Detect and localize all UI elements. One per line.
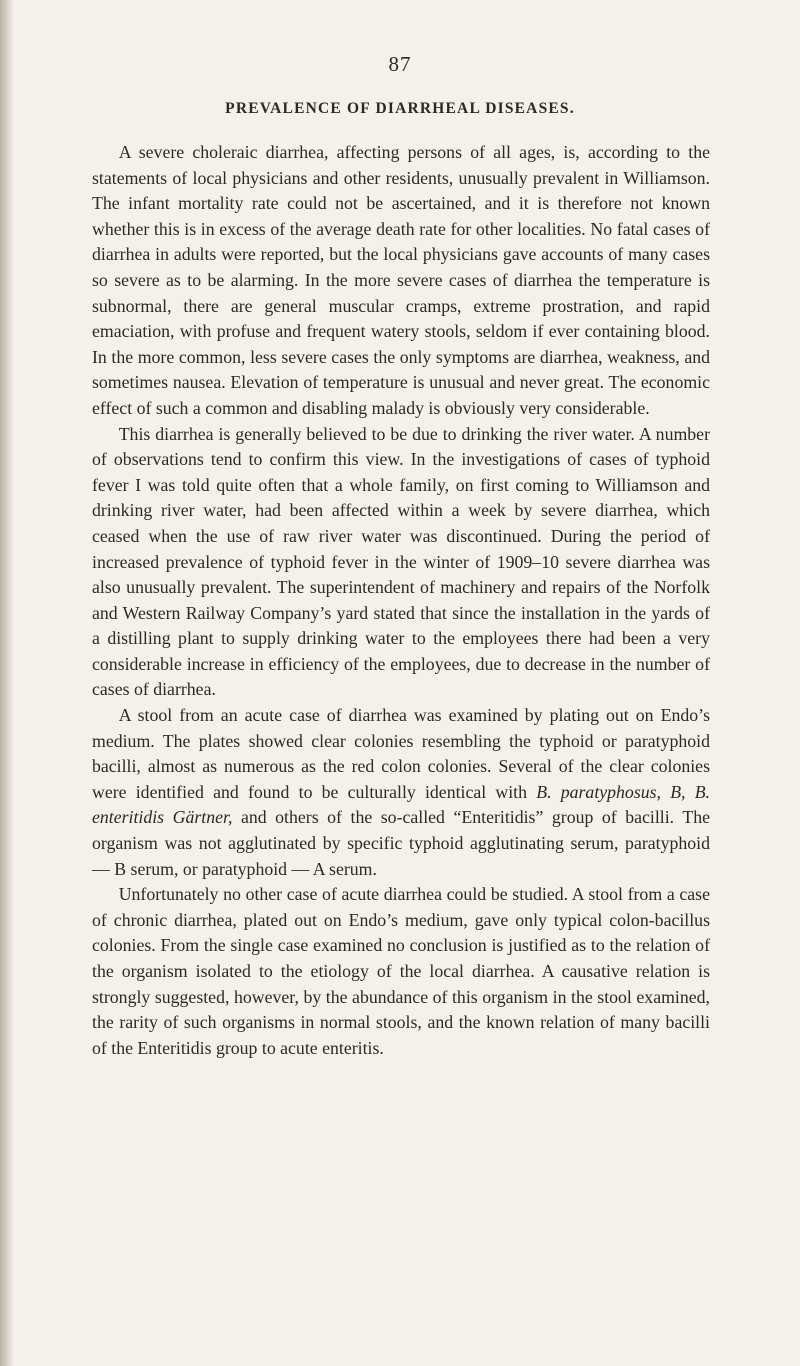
body-text xyxy=(92,140,710,1061)
paragraph-river-water: This diarrhea is generally believed to be due to drinking the river water. A number of observations tend to confirm this view. In the investigations of cases of typhoid fever I was told quite often that a whole family, on first coming to Williamson and drinking river water, had been affected within a week by severe diarrhea, which ceased when the use of raw river water was discontinued. During the period of increased prevalence of typhoid fever in the winter of 1909–10 severe diarrhea was also unusually prevalent. The superintendent of machinery and repairs of the Norfolk and Western Railway Company’s yard stated that since the installation in the yards of a distilling plant to supply drinking water to the employees there had been a very considerable increase in efficiency of the employees, due to decrease in the number of cases of diarrhea. xyxy=(92,423,710,700)
page-number: 87 xyxy=(388,52,412,76)
page-binding-edge xyxy=(0,0,14,1366)
paragraph-text-after: and others of the so-called “Enteritidis” group of bacilli. The organism was not agglutinated by specific typhoid agglutinating serum, paratyphoid — B serum, or paratyphoid — A serum. xyxy=(92,807,710,879)
running-head: PREVALENCE OF DIARRHEAL DISEASES. xyxy=(225,100,575,117)
paragraph-choleraic-diarrhea: A severe choleraic diarrhea, affecting persons of all ages, is, according to the statements of local physicians and other residents, unusually prevalent in Williamson. The infant mortality rate could not be ascertained, and it is therefore not known whether this is in excess of the average death rate for other localities. No fatal cases of diarrhea in adults were reported, but the local physicians gave accounts of many cases so severe as to be alarming. In the more severe cases of diarrhea the temperature is subnormal, there are general muscular cramps, extreme prostration, and rapid emaciation, with profuse and frequent watery stools, seldom if ever containing blood. In the more common, less severe cases the only symptoms are diarrhea, weakness, and sometimes nausea. Elevation of temperature is unusual and never great. The economic effect of such a common and disabling malady is obviously very considerable. xyxy=(92,142,710,418)
paragraph-stool-examination xyxy=(92,703,710,882)
paragraph-text-before: A stool from an acute case of diarrhea was examined by plating out on Endo’s medium. The plates showed clear colonies resembling the typhoid or paratyphoid bacilli, almost as numerous as the red colon colonies. Several of the clear colonies were identified and found to be culturally identical with xyxy=(92,705,710,802)
paragraph-conclusion: Unfortunately no other case of acute diarrhea could be studied. A stool from a case of chronic diarrhea, plated out on Endo’s medium, gave only typical colon-bacillus colonies. From the single case examined no conclusion is justified as to the relation of the organism isolated to the etiology of the local diarrhea. A causative relation is strongly suggested, however, by the abundance of this organism in the stool examined, the rarity of such organisms in normal stools, and the known relation of many bacilli of the Enteritidis group to acute enteritis. xyxy=(92,884,710,1058)
organism-names: B. paratyphosus, B, B. enteritidis Gärtner, xyxy=(92,781,711,828)
